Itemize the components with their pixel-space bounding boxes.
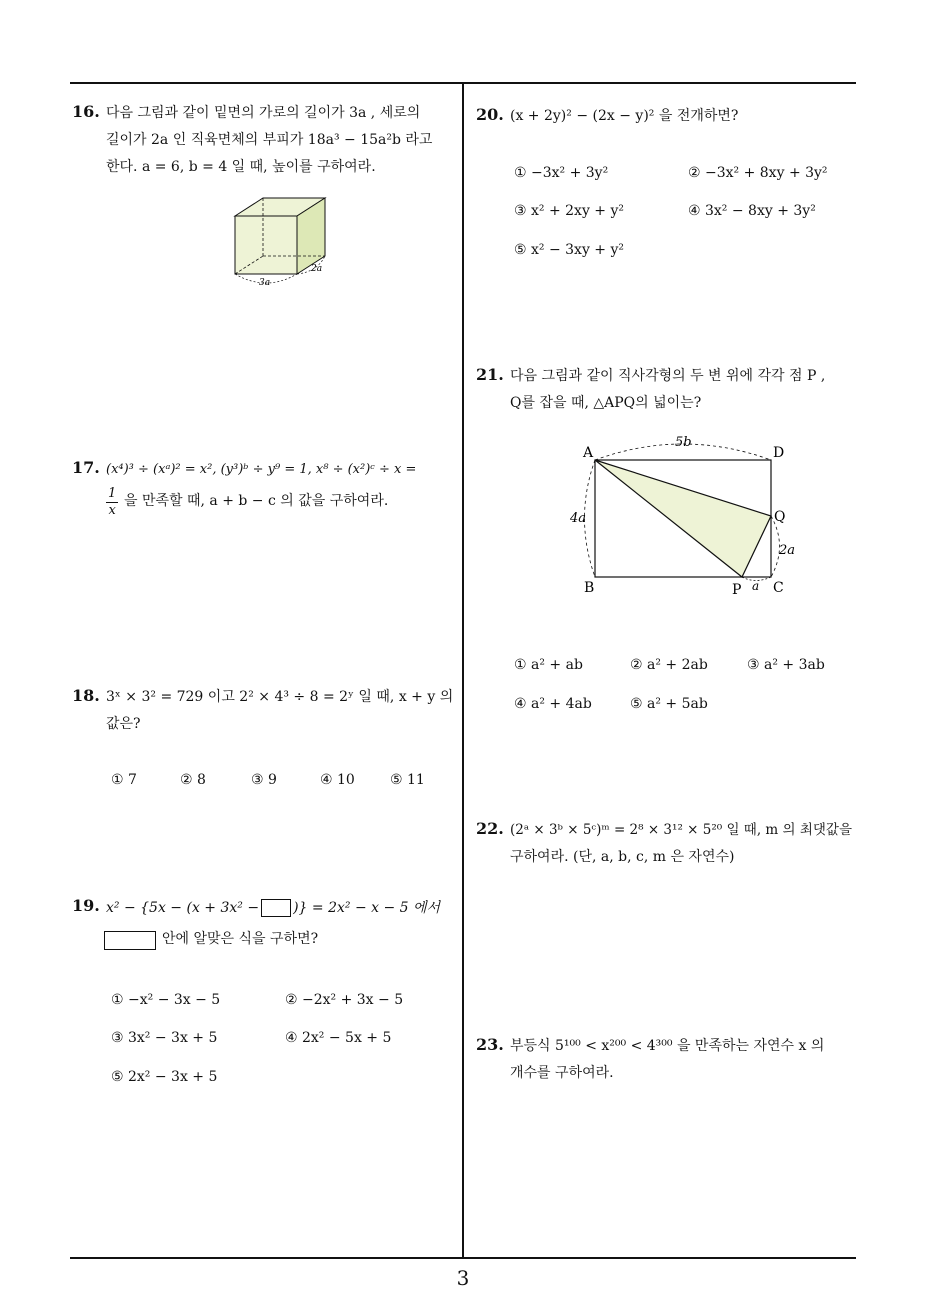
question-text-line: (2ᵃ × 3ᵇ × 5ᶜ)ᵐ = 2⁸ × 3¹² × 5²⁰ 일 때, m 의 최댓값을 (510, 822, 852, 838)
question-text-line: Q를 잡을 때, △APQ의 넓이는? (510, 395, 702, 411)
question-number: 16. (72, 102, 100, 121)
fraction-one-over-x: $\frac{1}{x}$ (108, 486, 117, 518)
blank-box (104, 931, 156, 950)
option-3[interactable]: ③ x² + 2xy + y² (514, 203, 625, 219)
label-bottom: a (752, 579, 760, 593)
option-5[interactable]: ⑤ 11 (390, 772, 425, 788)
column-divider (462, 83, 464, 1258)
vertex-A: A (583, 445, 594, 461)
question-number: 18. (72, 686, 100, 705)
question-text-line: 다음 그림과 같이 밑면의 가로의 길이가 3a , 세로의 (106, 105, 421, 121)
question-text-line: 3ˣ × 3² = 729 이고 2² × 4³ ÷ 8 = 2ʸ 일 때, x + y 의 (106, 689, 454, 705)
label-left: 4a (570, 511, 587, 526)
question-number: 17. (72, 458, 100, 477)
question-text-line: 값은? (106, 716, 141, 732)
question-text-line: 한다. a = 6, b = 4 일 때, 높이를 구하여라. (106, 159, 376, 175)
option-3[interactable]: ③ 3x² − 3x + 5 (111, 1030, 218, 1046)
option-5[interactable]: ⑤ x² − 3xy + y² (514, 242, 625, 258)
point-P: P (732, 582, 742, 598)
blank-box-small (261, 899, 291, 917)
option-4[interactable]: ④ 3x² − 8xy + 3y² (688, 203, 816, 219)
question-number: 23. (476, 1035, 504, 1054)
bottom-rule (70, 1257, 856, 1259)
page-number: 3 (456, 1266, 470, 1290)
option-5[interactable]: ⑤ 2x² − 3x + 5 (111, 1069, 218, 1085)
question-number: 20. (476, 105, 504, 124)
question-text-line: (x⁴)³ ÷ (xᵃ)² = x², (y³)ᵇ ÷ y⁹ = 1, x⁸ ÷ (x²)ᶜ ÷ x = (106, 462, 417, 477)
question-number: 21. (476, 365, 504, 384)
rectangle-triangle-figure (560, 430, 810, 600)
question-text-line: 다음 그림과 같이 직사각형의 두 변 위에 각각 점 P , (510, 368, 826, 384)
option-2[interactable]: ② −2x² + 3x − 5 (285, 992, 404, 1008)
option-2[interactable]: ② −3x² + 8xy + 3y² (688, 165, 828, 181)
option-2[interactable]: ② 8 (180, 772, 206, 788)
option-5[interactable]: ⑤ a² + 5ab (630, 696, 708, 712)
question-number: 22. (476, 819, 504, 838)
question-text-line: x² − {5x − (x + 3x² − )} = 2x² − x − 5 에서 (106, 900, 441, 916)
option-3[interactable]: ③ a² + 3ab (747, 657, 825, 673)
question-text-line: 부등식 5¹⁰⁰ < x²⁰⁰ < 4³⁰⁰ 을 만족하는 자연수 x 의 (510, 1038, 825, 1054)
label-depth: 2a (311, 264, 323, 274)
option-4[interactable]: ④ 2x² − 5x + 5 (285, 1030, 392, 1046)
option-4[interactable]: ④ a² + 4ab (514, 696, 592, 712)
label-top: 5b (675, 435, 692, 450)
question-text-line: 구하여라. (단, a, b, c, m 은 자연수) (510, 849, 735, 865)
option-1[interactable]: ① a² + ab (514, 657, 583, 673)
question-text-line: 을 만족할 때, a + b − c 의 값을 구하여라. (124, 493, 389, 509)
vertex-D: D (773, 445, 785, 461)
option-3[interactable]: ③ 9 (251, 772, 277, 788)
question-text-line: 안에 알맞은 식을 구하면? (162, 931, 319, 947)
option-2[interactable]: ② a² + 2ab (630, 657, 708, 673)
question-number: 19. (72, 896, 100, 915)
vertex-C: C (773, 580, 784, 596)
question-text-line: (x + 2y)² − (2x − y)² 을 전개하면? (510, 108, 739, 124)
point-Q: Q (774, 509, 786, 525)
option-1[interactable]: ① −x² − 3x − 5 (111, 992, 221, 1008)
option-1[interactable]: ① 7 (111, 772, 137, 788)
option-1[interactable]: ① −3x² + 3y² (514, 165, 609, 181)
vertex-B: B (584, 580, 595, 596)
cuboid-figure (225, 192, 335, 292)
question-text-line: 길이가 2a 인 직육면체의 부피가 18a³ − 15a²b 라고 (106, 132, 433, 148)
option-4[interactable]: ④ 10 (320, 772, 355, 788)
label-width: 3a (259, 278, 271, 288)
question-text-line: 개수를 구하여라. (510, 1065, 614, 1081)
label-right: 2a (779, 543, 796, 558)
